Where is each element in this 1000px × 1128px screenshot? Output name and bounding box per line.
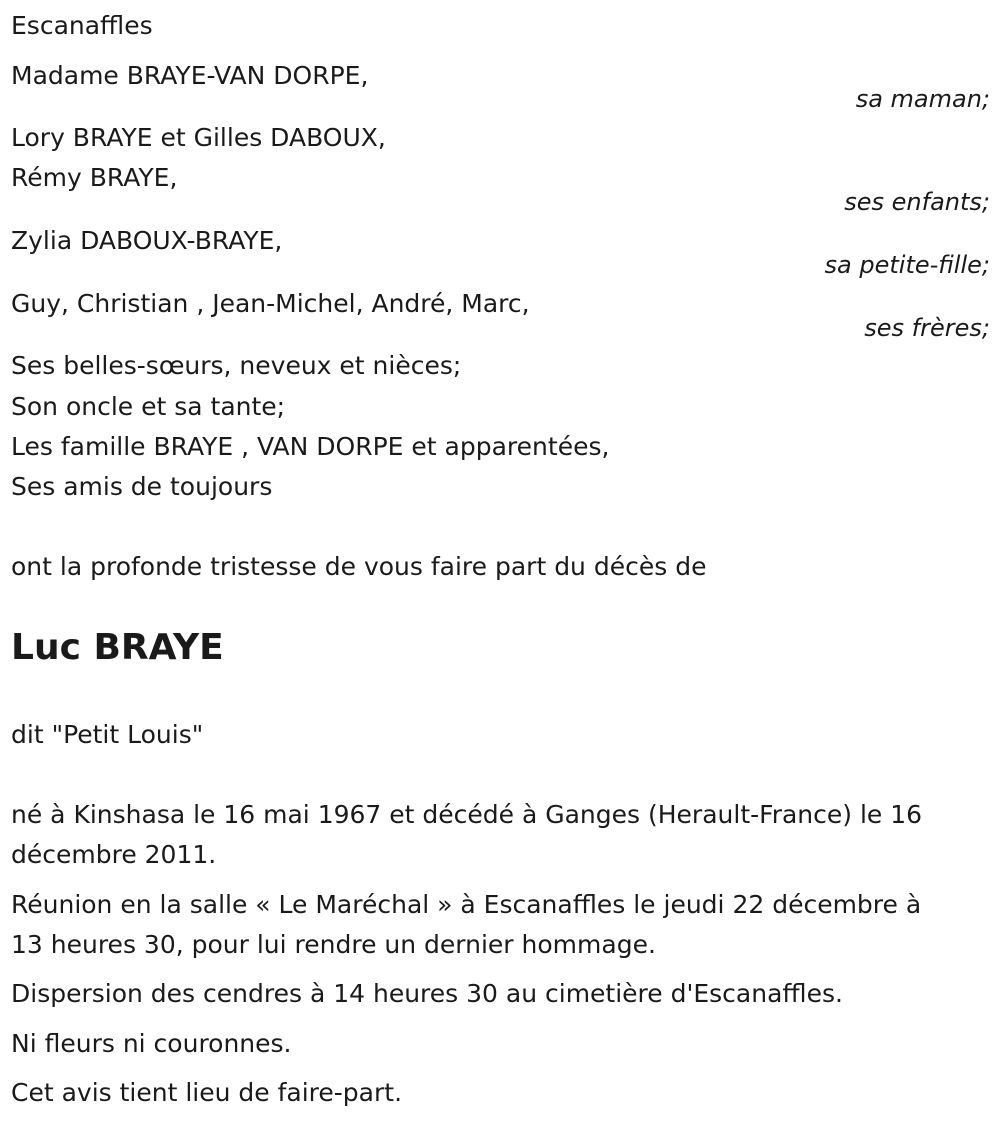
family-role: ses frères; [864, 314, 990, 342]
flowers-notice: Ni fleurs ni couronnes. [11, 1029, 292, 1058]
family-name-line: Zylia DABOUX-BRAYE, [11, 226, 283, 255]
relative-line: Les famille BRAYE , VAN DORPE et apparentées, [11, 432, 610, 461]
relative-line: Ses belles-sœurs, neveux et nièces; [11, 351, 462, 380]
family-name-line: Lory BRAYE et Gilles DABOUX, [11, 123, 386, 152]
family-name-line: Madame BRAYE-VAN DORPE, [11, 61, 369, 90]
paragraph-line: décembre 2011. [11, 840, 217, 869]
notice-text: Cet avis tient lieu de faire-part. [11, 1078, 403, 1107]
family-role: sa maman; [855, 85, 990, 113]
paragraph-line: Réunion en la salle « Le Maréchal » à Escanaffles le jeudi 22 décembre à [11, 890, 922, 919]
nickname: dit "Petit Louis" [11, 720, 204, 749]
dispersion-info: Dispersion des cendres à 14 heures 30 au cimetière d'Escanaffles. [11, 979, 843, 1008]
family-role: sa petite-fille; [824, 251, 990, 279]
relative-line: Son oncle et sa tante; [11, 392, 286, 421]
family-name-line: Guy, Christian , Jean-Michel, André, Marc, [11, 289, 530, 318]
family-name-line: Rémy BRAYE, [11, 163, 178, 192]
announcement-text: ont la profonde tristesse de vous faire part du décès de [11, 552, 707, 581]
place-heading: Escanaffles [11, 11, 153, 40]
family-role: ses enfants; [844, 188, 990, 216]
paragraph-line: 13 heures 30, pour lui rendre un dernier hommage. [11, 930, 656, 959]
paragraph-line: né à Kinshasa le 16 mai 1967 et décédé à Ganges (Herault-France) le 16 [11, 800, 923, 829]
relative-line: Ses amis de toujours [11, 472, 273, 501]
deceased-name: Luc BRAYE [11, 627, 224, 668]
